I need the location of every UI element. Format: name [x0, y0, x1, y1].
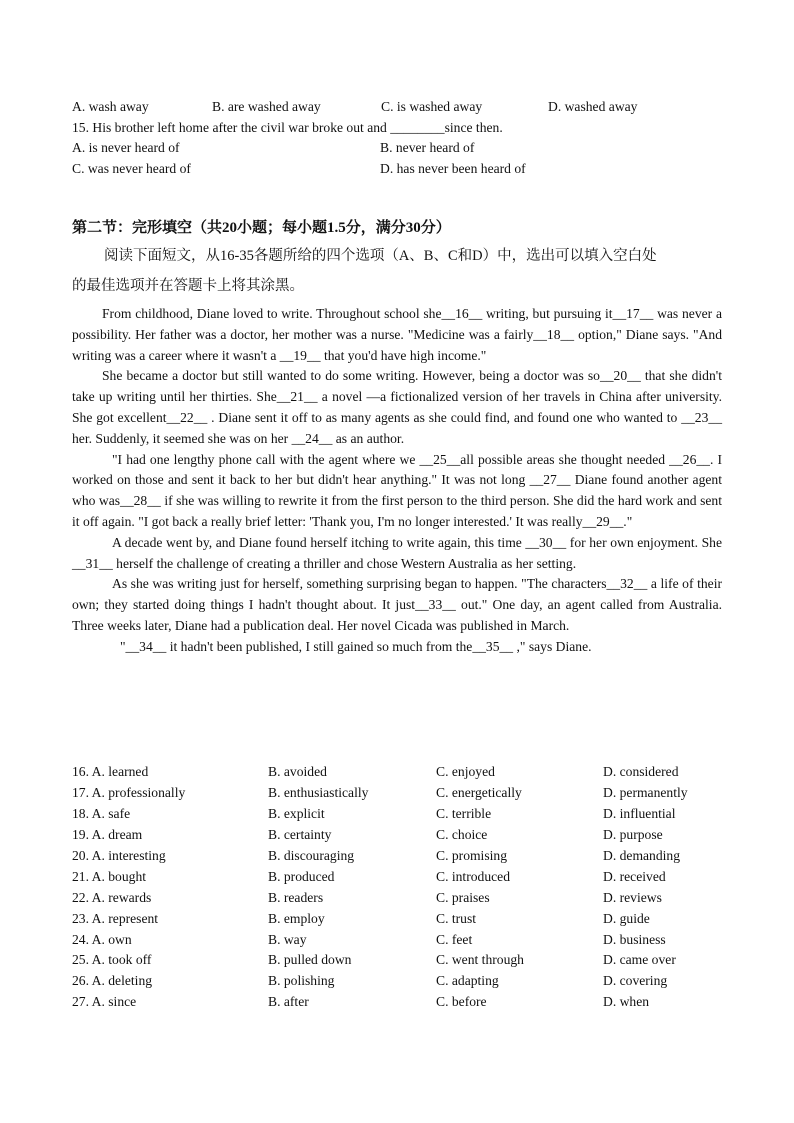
option-row	[72, 952, 732, 973]
option-a: 16. A. learned	[72, 764, 149, 779]
q15-option-a: A. is never heard of	[72, 140, 180, 155]
option-a: 27. A. since	[72, 994, 137, 1009]
option-b: B. certainty	[268, 827, 332, 842]
option-b: B. explicit	[268, 806, 325, 821]
option-b: B. discouraging	[268, 848, 355, 863]
option-row	[72, 869, 732, 890]
option-d: D. came over	[603, 952, 676, 967]
option-row	[72, 890, 732, 911]
q15-option-c: C. was never heard of	[72, 161, 191, 176]
option-a: 18. A. safe	[72, 806, 131, 821]
passage-paragraph-3: "I had one lengthy phone call with the agent where we __25__all possible areas she thought needed __26__. I worked on those and sent it back to her but didn't hear anything." It was not long __27__ Diane found another agent who was__28__ if she was willing to rewrite it from the first person to the third person. She did the hard work and sent it off again. "I got back a really brief letter: 'Thank you, I'm no longer interested.' It was really__29__."	[72, 451, 722, 529]
option-b: B. after	[268, 994, 309, 1009]
passage-paragraph-6: "__34__ it hadn't been published, I still gained so much from the__35__ ," says Diane.	[120, 638, 592, 654]
option-b: B. produced	[268, 869, 335, 884]
option-a: 25. A. took off	[72, 952, 152, 967]
option-c: C. before	[436, 994, 487, 1009]
passage-paragraph-2: She became a doctor but still wanted to do some writing. However, being a doctor was so__20__ that she didn't take up writing until her thirties. She__21__ a novel —a fictionalized version of her travels in China after university. She got excellent__22__ . Diane sent it off to as many agents as she could find, and found one who wanted to __23__ her. Suddenly, it seemed she was on her __24__ as an author.	[72, 368, 722, 446]
option-d: D. permanently	[603, 785, 688, 800]
cloze-passage	[72, 304, 722, 658]
option-d: D. received	[603, 869, 666, 884]
option-a: 22. A. rewards	[72, 890, 152, 905]
option-d: D. business	[603, 932, 666, 947]
q14-option-b: B. are washed away	[212, 99, 321, 114]
q15-option-b: B. never heard of	[380, 140, 475, 155]
option-d: D. guide	[603, 911, 650, 926]
option-c: C. terrible	[436, 806, 492, 821]
option-d: D. when	[603, 994, 650, 1009]
option-b: B. avoided	[268, 764, 327, 779]
option-c: C. adapting	[436, 973, 499, 988]
option-row	[72, 806, 732, 827]
option-row	[72, 911, 732, 932]
option-row	[72, 932, 732, 953]
option-a: 26. A. deleting	[72, 973, 153, 988]
option-row	[72, 973, 732, 994]
option-c: C. energetically	[436, 785, 522, 800]
option-row	[72, 764, 732, 785]
passage-paragraph-5: As she was writing just for herself, something surprising began to happen. "The characters__32__ a life of their own; they started doing things I hadn't thought about. It just__33__ out." One day, an agent called from Australia. Three weeks later, Diane had a publication deal. Her novel Cicada was published in March.	[72, 576, 722, 633]
option-b: B. readers	[268, 890, 324, 905]
q14-option-d: D. washed away	[548, 99, 638, 114]
option-d: D. purpose	[603, 827, 663, 842]
option-c: C. choice	[436, 827, 488, 842]
passage-paragraph-4: A decade went by, and Diane found herself itching to write again, this time __30__ for her own enjoyment. She __31__ herself the challenge of creating a thriller and chose Western Australia as her setting.	[72, 534, 722, 571]
option-a: 21. A. bought	[72, 869, 147, 884]
option-row	[72, 994, 732, 1015]
option-a: 20. A. interesting	[72, 848, 166, 863]
option-c: C. introduced	[436, 869, 510, 884]
option-a: 23. A. represent	[72, 911, 159, 926]
option-b: B. polishing	[268, 973, 335, 988]
option-a: 17. A. professionally	[72, 785, 186, 800]
option-c: C. promising	[436, 848, 507, 863]
passage-paragraph-1: From childhood, Diane loved to write. Throughout school she__16__ writing, but pursuing it__17__ was never a possibility. Her father was a doctor, her mother was a nurse. "Medicine was a fairly__18__ option," Diane says. "And writing was a career where it wasn't a __19__ that you'd have high income."	[72, 306, 722, 363]
option-row	[72, 827, 732, 848]
option-c: C. enjoyed	[436, 764, 495, 779]
option-c: C. went through	[436, 952, 524, 967]
option-d: D. covering	[603, 973, 668, 988]
q15-option-d: D. has never been heard of	[380, 161, 526, 176]
option-b: B. way	[268, 932, 307, 947]
option-b: B. employ	[268, 911, 325, 926]
option-d: D. reviews	[603, 890, 662, 905]
instructions-line-1: 阅读下面短文，从16-35各题所给的四个选项（A、B、C和D）中，选出可以填入空白处	[104, 248, 657, 264]
q15-stem: 15. His brother left home after the civil war broke out and ________since then.	[72, 120, 503, 135]
option-c: C. praises	[436, 890, 490, 905]
option-b: B. enthusiastically	[268, 785, 369, 800]
option-a: 24. A. own	[72, 932, 132, 947]
q14-option-a: A. wash away	[72, 99, 149, 114]
option-row	[72, 848, 732, 869]
option-b: B. pulled down	[268, 952, 352, 967]
option-d: D. demanding	[603, 848, 681, 863]
option-d: D. influential	[603, 806, 676, 821]
option-c: C. feet	[436, 932, 473, 947]
option-c: C. trust	[436, 911, 477, 926]
q14-option-c: C. is washed away	[381, 99, 483, 114]
instructions-line-2: 的最佳选项并在答题卡上将其涂黑。	[72, 278, 304, 294]
option-a: 19. A. dream	[72, 827, 143, 842]
section-heading: 第二节：完形填空（共20小题；每小题1.5分，满分30分）	[72, 220, 451, 236]
option-row	[72, 785, 732, 806]
option-d: D. considered	[603, 764, 679, 779]
